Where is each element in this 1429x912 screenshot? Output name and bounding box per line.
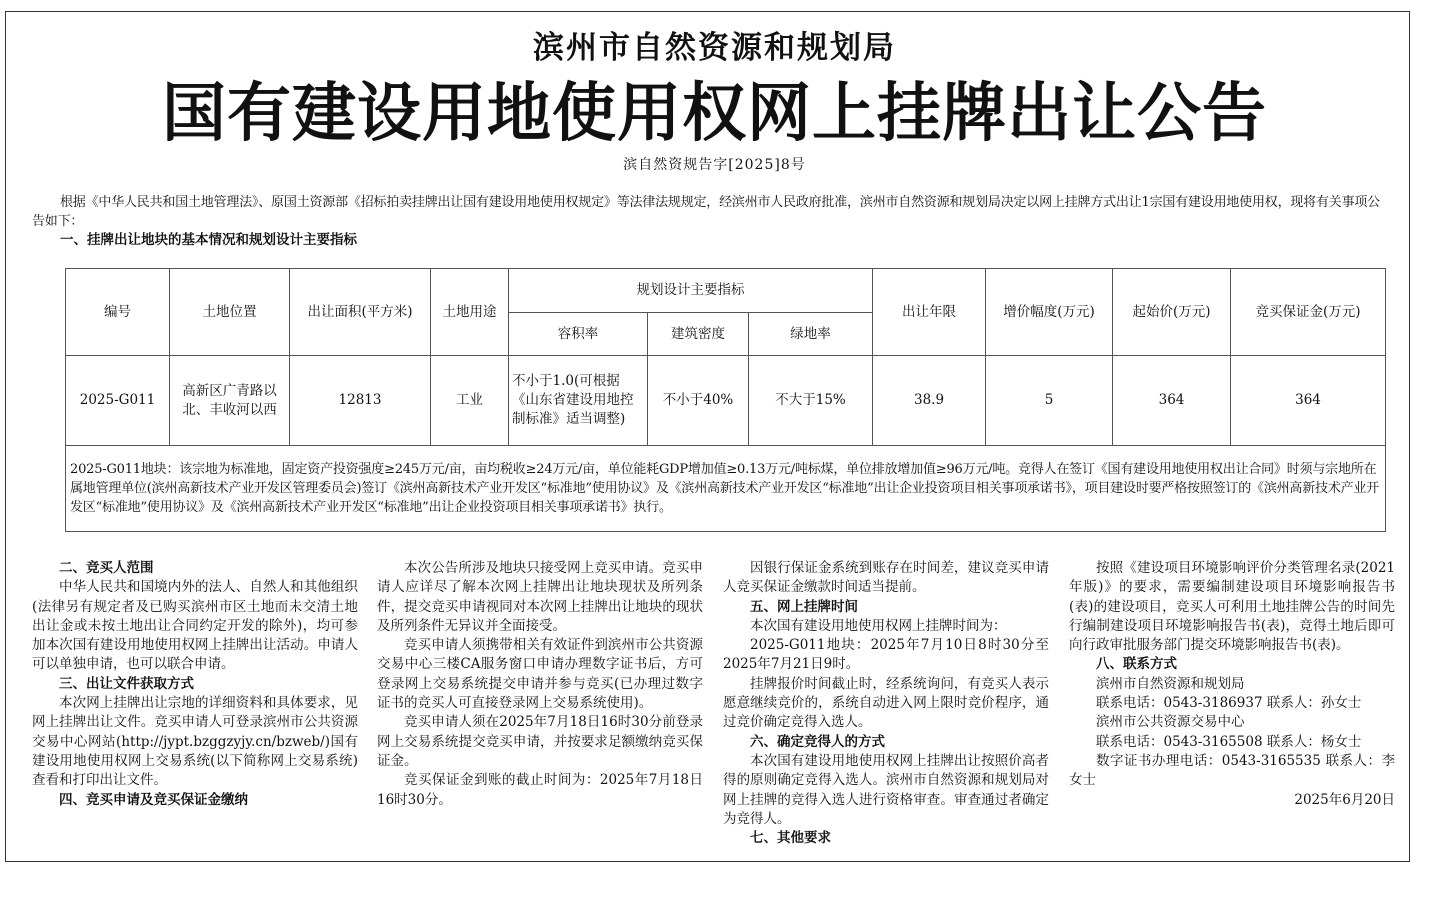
intro-paragraph: 根据《中华人民共和国土地管理法》、原国土资源部《招标拍卖挂牌出让国有建设用地使用权规定》等法律法规规定，经滨州市人民政府批准，滨州市自然资源和规划局决定以网上挂牌方式出让1宗国有建设用地使用权，现将有关事项公告如下： — [32, 195, 1380, 229]
contact-line-1: 联系电话：0543-3186937 联系人：孙女士 — [1096, 695, 1362, 712]
page-title: 国有建设用地使用权网上挂牌出让公告 — [162, 77, 1267, 151]
cell-term: 38.9 — [873, 356, 986, 446]
section-4-para-1: 本次公告所涉及地块只接受网上竞买申请。竞买申请人应详尽了解本次网上挂牌出让地块现状及所列条件，提交竞买申请视同对本次网上挂牌出让地块的现状及所列条件无异议并全面接受。 — [377, 560, 703, 634]
section-5-para-1: 本次国有建设用地使用权网上挂牌时间为： — [750, 617, 1007, 634]
section-6-body: 本次国有建设用地使用权网上挂牌出让按照价高者得的原则确定竞得入选人。滨州市自然资源和规划局对网上挂牌的竞得入选人进行资格审查。审查通过者确定为竞得人。 — [723, 752, 1049, 827]
header-deposit: 竞买保证金(万元) — [1231, 269, 1386, 356]
contact-org-2: 滨州市公共资源交易中心 — [1096, 714, 1245, 731]
section-5-title: 五、网上挂牌时间 — [750, 598, 858, 615]
header-green: 绿地率 — [749, 313, 873, 356]
section-4-para-3: 竞买申请人须在2025年7月18日16时30分前登录网上交易系统提交竞买申请，并按要求足额缴纳竞买保证金。 — [377, 714, 703, 769]
body-columns — [32, 559, 1396, 849]
section-3-title: 三、出让文件获取方式 — [59, 675, 194, 692]
table-row — [66, 356, 1386, 446]
cell-density: 不小于40% — [648, 356, 749, 446]
section-4-para-5: 因银行保证金系统到账存在时间差，建议竞买申请人竞买保证金缴款时间适当提前。 — [723, 560, 1049, 596]
column-3 — [723, 559, 1049, 848]
document-number: 滨自然资规告字[2025]8号 — [623, 157, 806, 173]
contact-org-1: 滨州市自然资源和规划局 — [1096, 675, 1245, 692]
contact-line-3: 数字证书办理电话：0543-3165535 联系人：李女士 — [1069, 752, 1395, 789]
cell-area: 12813 — [290, 356, 431, 446]
cell-deposit: 364 — [1231, 356, 1386, 446]
column-2 — [377, 559, 703, 810]
cell-increment: 5 — [986, 356, 1113, 446]
section-7-title: 七、其他要求 — [750, 830, 831, 847]
cell-id: 2025-G011 — [66, 356, 170, 446]
section-4-title: 四、竞买申请及竞买保证金缴纳 — [59, 791, 248, 808]
header-id: 编号 — [66, 269, 170, 356]
column-4 — [1069, 559, 1395, 810]
land-plot-table — [65, 268, 1386, 532]
cell-far: 不小于1.0(可根据《山东省建设用地控制标准》适当调整) — [509, 356, 648, 446]
section-8-title: 八、联系方式 — [1096, 656, 1177, 673]
section-6-title: 六、确定竞得人的方式 — [750, 733, 885, 750]
header-start-price: 起始价(万元) — [1113, 269, 1231, 356]
section-3-body: 本次网上挂牌出让宗地的详细资料和具体要求，见网上挂牌出让文件。竞买申请人可登录滨州市公共资源交易中心网站(http://jypt.bzggzyjy.cn/bzweb/)国有建设用地使用权网上交易系统(以下简称网上交易系统)查看和打印出让文件。 — [32, 695, 358, 789]
agency-name: 滨州市自然资源和规划局 — [533, 30, 896, 66]
announcement-date: 2025年6月20日 — [1294, 791, 1395, 808]
section-4-para-4: 竞买保证金到账的截止时间为：2025年7月18日16时30分。 — [377, 772, 703, 808]
section-5-para-2: 2025-G011地块：2025年7月10日8时30分至2025年7月21日9时。 — [723, 637, 1049, 673]
header-term: 出让年限 — [873, 269, 986, 356]
cell-green: 不大于15% — [749, 356, 873, 446]
header-increment: 增价幅度(万元) — [986, 269, 1113, 356]
cell-start-price: 364 — [1113, 356, 1231, 446]
header-use: 土地用途 — [431, 269, 509, 356]
header-area: 出让面积(平方米) — [290, 269, 431, 356]
header-planning: 规划设计主要指标 — [509, 269, 873, 313]
section-5-para-3: 挂牌报价时间截止时，经系统询问，有竞买人表示愿意继续竞价的，系统自动进入网上限时竞价程序，通过竞价确定竞得入选人。 — [723, 675, 1049, 731]
section-7-body: 按照《建设项目环境影响评价分类管理名录(2021年版)》的要求，需要编制建设项目环境影响报告书(表)的建设项目，竞买人可利用土地挂牌公告的时间先行编制建设项目环境影响报告书(表)，竞得土地后即可向行政审批服务部门提交环境影响报告书(表)。 — [1069, 560, 1395, 654]
cell-use: 工业 — [431, 356, 509, 446]
column-1 — [32, 559, 358, 810]
section-4-para-2: 竞买申请人须携带相关有效证件到滨州市公共资源交易中心三楼CA服务窗口申请办理数字证书后，方可登录网上交易系统提交申请并参与竞买(已办理过数字证书的竞买人可直接登录网上交易系统使用)。 — [377, 637, 703, 712]
header-far: 容积率 — [509, 313, 648, 356]
section-2-body: 中华人民共和国境内外的法人、自然人和其他组织(法律另有规定者及已购买滨州市区土地而未交清土地出让金或未按土地出让合同约定开发的除外)，均可参加本次国有建设用地使用权网上挂牌出让活动。申请人可以单独申请，也可以联合申请。 — [32, 579, 358, 673]
section-2-title: 二、竞买人范围 — [59, 560, 154, 576]
table-note: 2025-G011地块：该宗地为标准地，固定资产投资强度≥245万元/亩，亩均税收≥24万元/亩，单位能耗GDP增加值≥0.13万元/吨标煤，单位排放增加值≥96万元/吨。竞得人在签订《国有建设用地使用权出让合同》时须与宗地所在属地管理单位(滨州高新技术产业开发区管理委员会)签订《滨州高新技术产业开发区“标准地”使用协议》及《滨州高新技术产业开发区“标准地”出让企业投资项目相关事项承诺书》，项目建设时要严格按照签订的《滨州高新技术产业开发区“标准地”使用协议》及《滨州高新技术产业开发区“标准地”出让企业投资项目相关事项承诺书》执行。 — [66, 446, 1386, 532]
section-1-title: 一、挂牌出让地块的基本情况和规划设计主要指标 — [60, 232, 357, 248]
header-location: 土地位置 — [170, 269, 290, 356]
header-density: 建筑密度 — [648, 313, 749, 356]
contact-line-2: 联系电话：0543-3165508 联系人：杨女士 — [1096, 733, 1362, 750]
cell-location: 高新区广青路以北、丰收河以西 — [170, 356, 290, 446]
